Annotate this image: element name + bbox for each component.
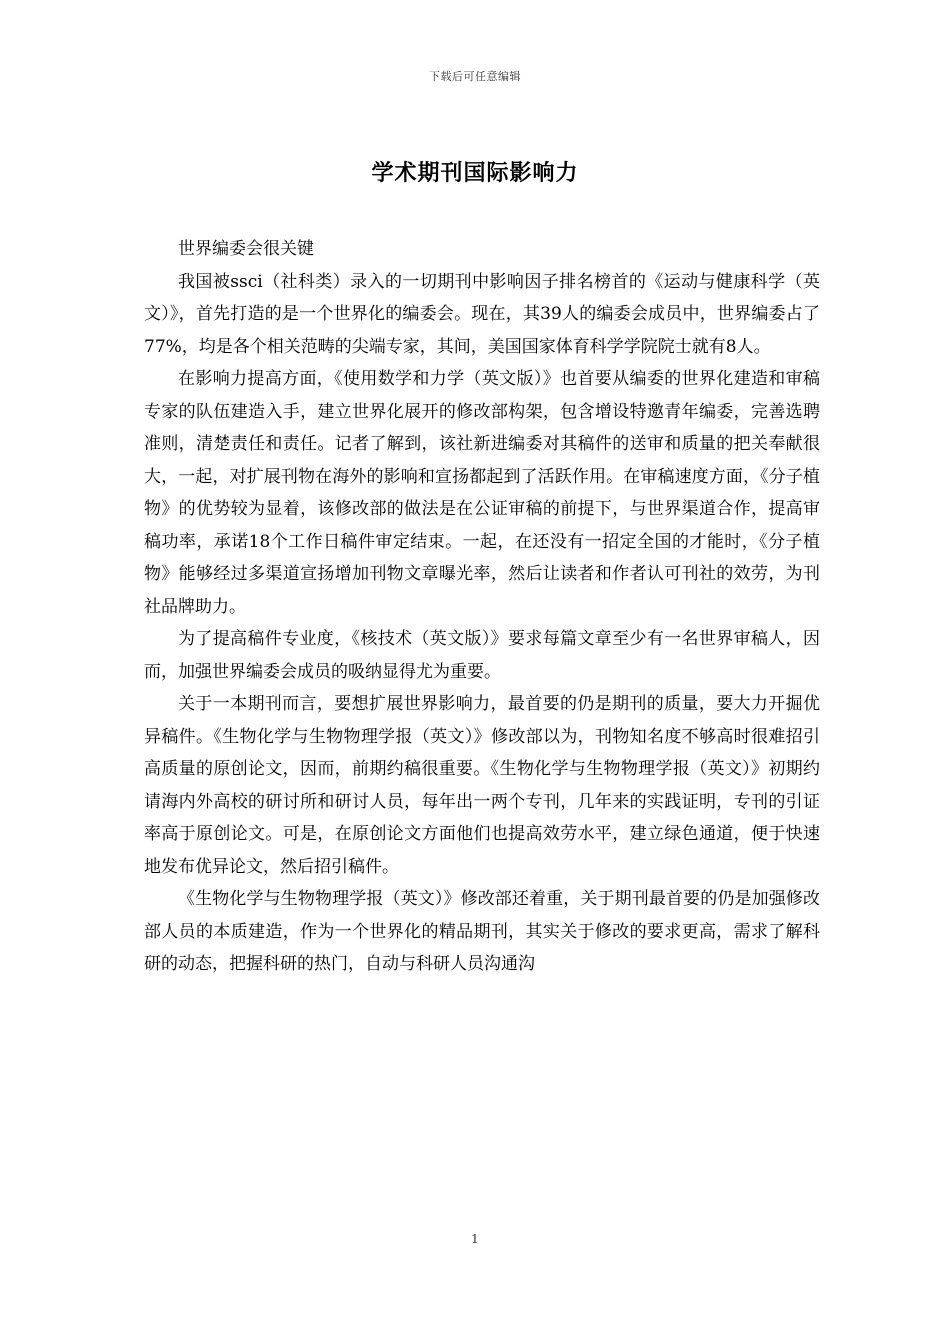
page-header: 下载后可任意编辑 (429, 70, 521, 83)
document-title: 学术期刊国际影响力 (371, 161, 579, 186)
paragraph: 为了提高稿件专业度，《核技术（英文版）》要求每篇文章至少有一名世界审稿人，因而，加强世界编委会成员的吸纳显得尤为重要。 (144, 629, 820, 682)
page-number: 1 (471, 1232, 479, 1246)
paragraph-subheading: 世界编委会很关键 (178, 239, 314, 259)
document-body (144, 233, 820, 981)
paragraph: 我国被ssci（社科类）录入的一切期刊中影响因子排名榜首的《运动与健康科学（英文）》，首先打造的是一个世界化的编委会。现在，其39人的编委会成员中，世界编委占了77%，均是各个相关范畴的尖端专家，其间，美国国家体育科学学院院士就有8人。 (144, 271, 820, 357)
paragraph: 关于一本期刊而言，要想扩展世界影响力，最首要的仍是期刊的质量，要大力开掘优异稿件。《生物化学与生物物理学报（英文）》修改部以为，刊物知名度不够高时很难招引高质量的原创论文，因而，前期约稿很重要。《生物化学与生物物理学报（英文）》初期约请海内外高校的研讨所和研讨人员，每年出一两个专刊，几年来的实践证明，专刊的引证率高于原创论文。可是，在原创论文方面他们也提高效劳水平，建立绿色通道，便于快速地发布优异论文，然后招引稿件。 (144, 694, 820, 877)
paragraph: 《生物化学与生物物理学报（英文）》修改部还着重，关于期刊最首要的仍是加强修改部人员的本质建造，作为一个世界化的精品期刊，其实关于修改的要求更高，需求了解科研的动态，把握科研的热门，自动与科研人员沟通沟 (144, 889, 820, 974)
paragraph: 在影响力提高方面，《使用数学和力学（英文版）》也首要从编委的世界化建造和审稿专家的队伍建造入手，建立世界化展开的修改部构架，包含增设特邀青年编委，完善选聘准则，清楚责任和责任。记者了解到，该社新进编委对其稿件的送审和质量的把关奉献很大，一起，对扩展刊物在海外的影响和宣扬都起到了活跃作用。在审稿速度方面，《分子植物》的优势较为显着，该修改部的做法是在公证审稿的前提下，与世界渠道合作，提高审稿功率，承诺18个工作日稿件审定结束。一起，在还没有一招定全国的才能时，《分子植物》能够经过多渠道宣扬增加刊物文章曝光率，然后让读者和作者认可刊社的效劳，为刊社品牌助力。 (144, 369, 820, 617)
